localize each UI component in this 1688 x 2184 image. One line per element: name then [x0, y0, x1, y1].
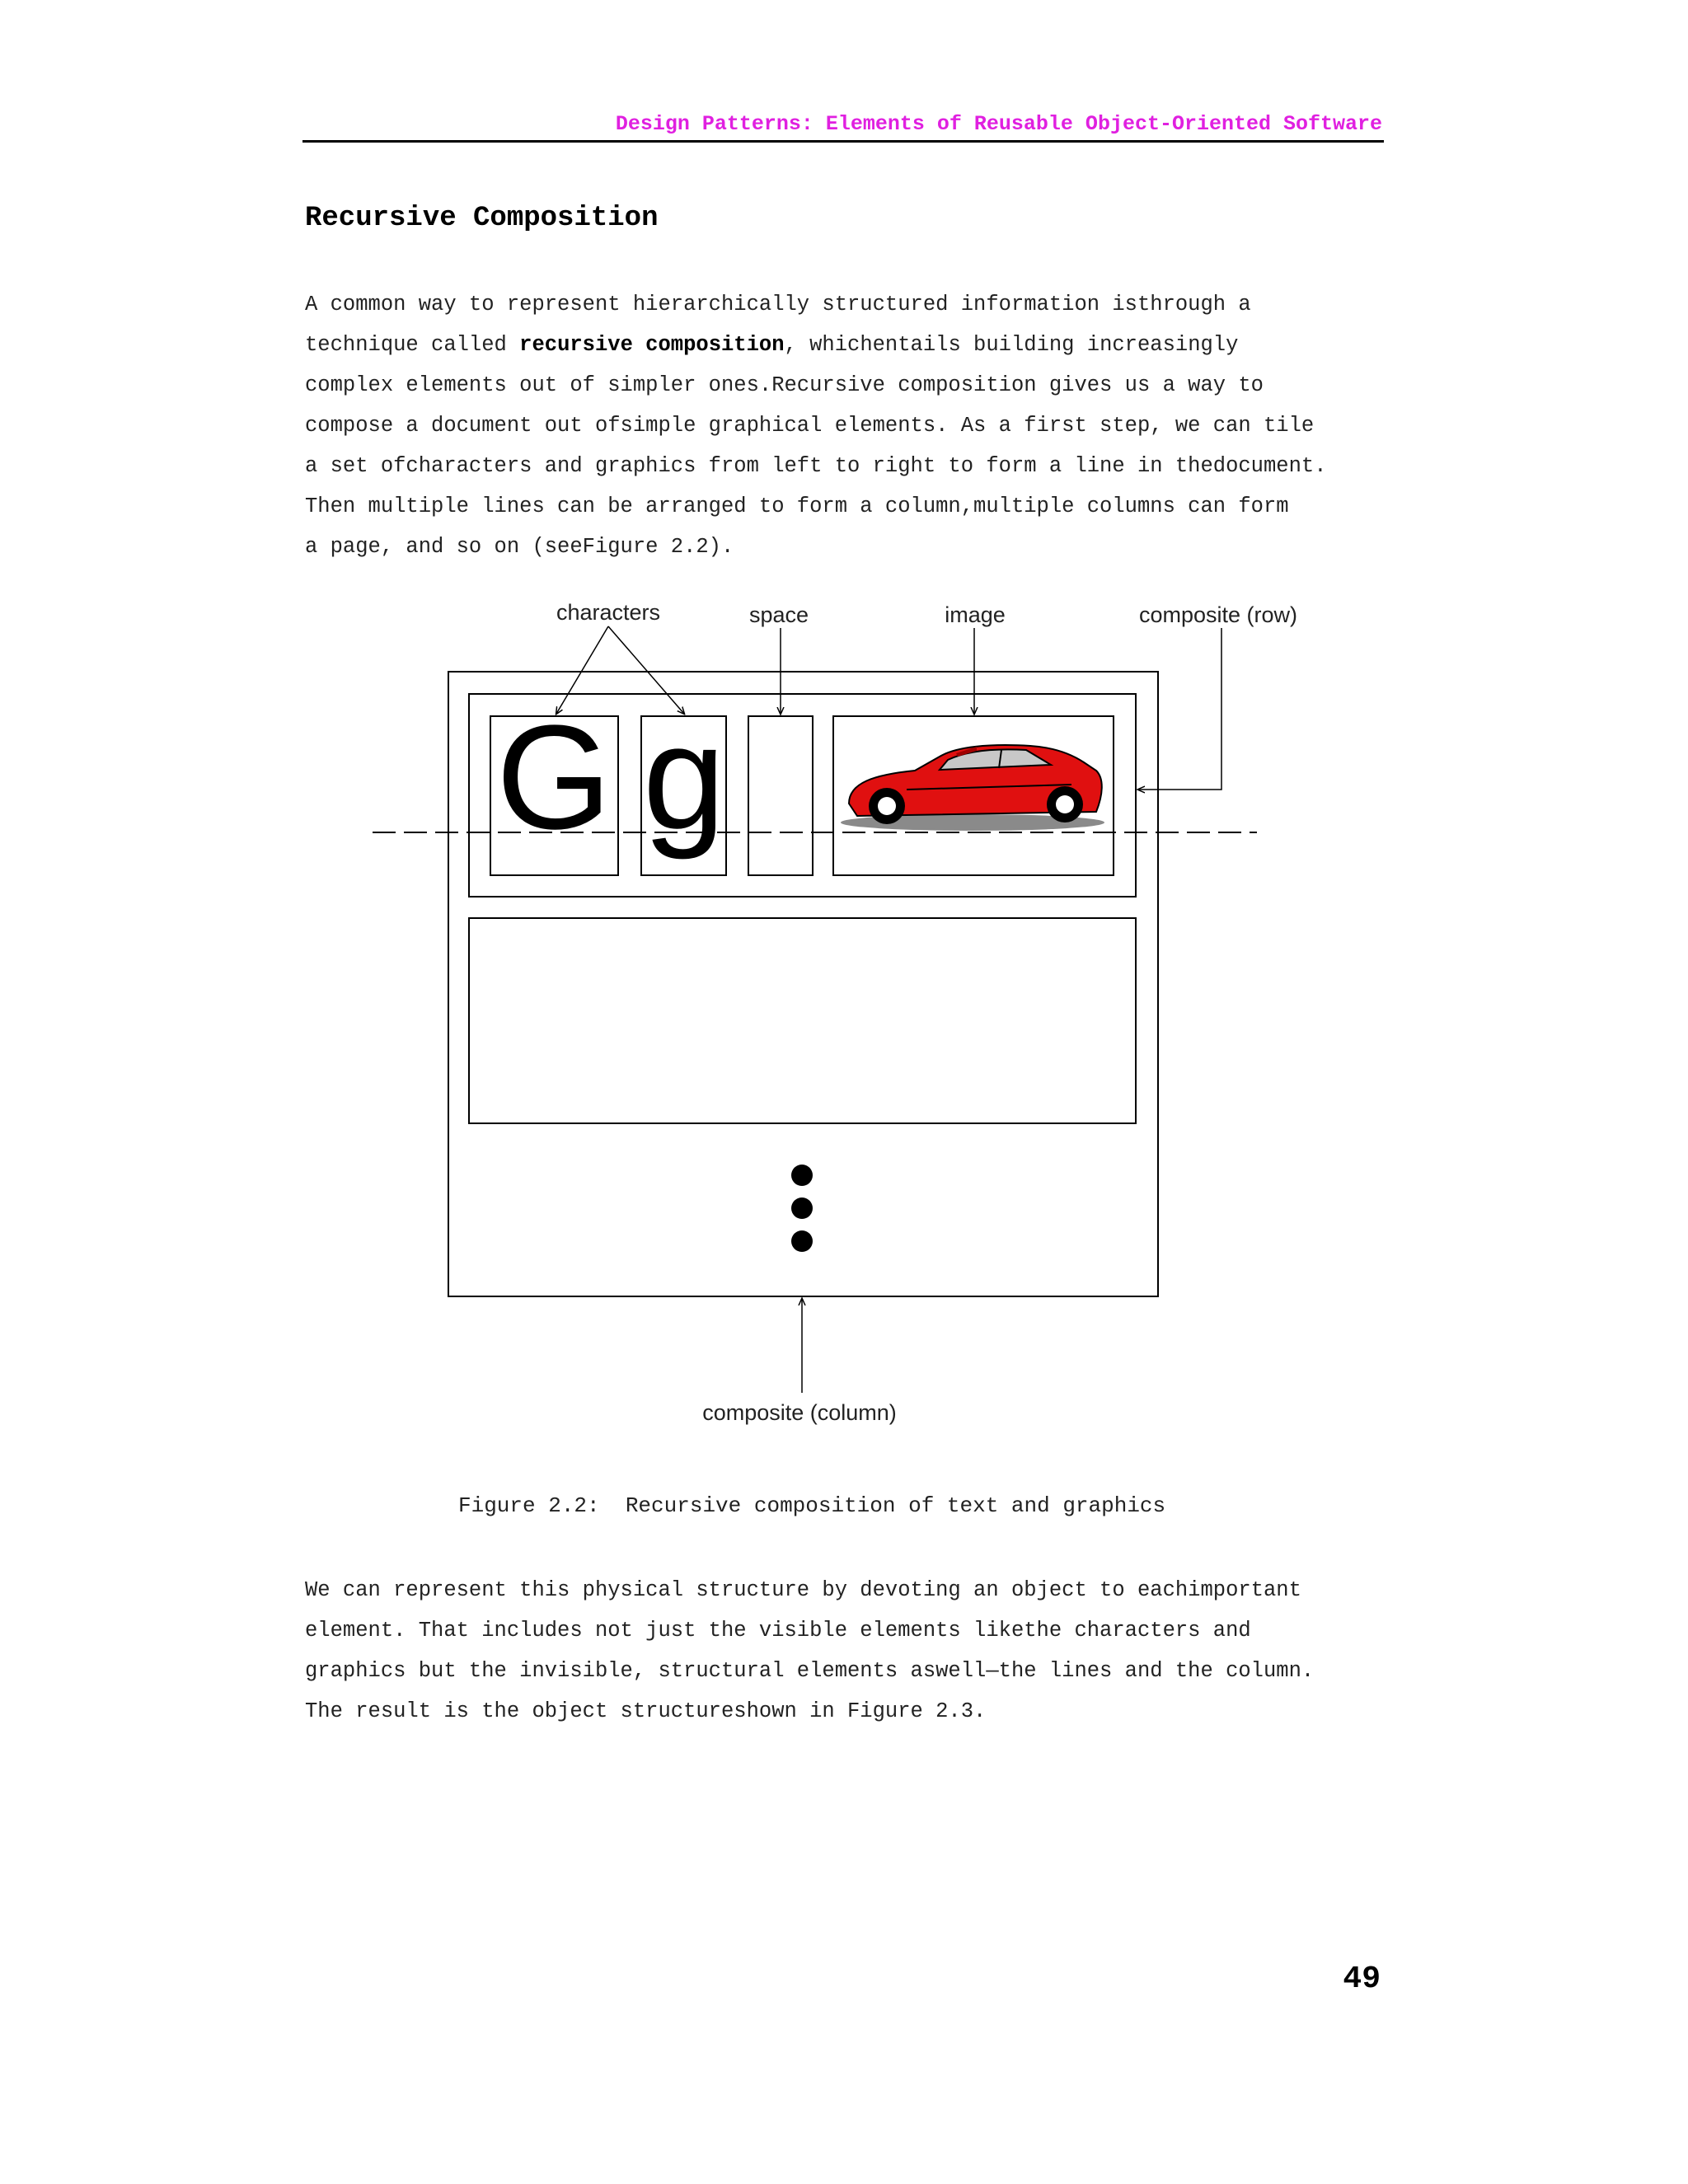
- paragraph-line: The result is the object structureshown in Figure 2.3.: [305, 1699, 987, 1723]
- space-box: [748, 716, 813, 875]
- car-image: [841, 745, 1104, 831]
- label-composite-row: composite (row): [1138, 602, 1298, 627]
- paragraph-line: Then multiple lines can be arranged to form a column,multiple columns can form: [305, 494, 1289, 518]
- ellipsis-dot: [791, 1165, 813, 1186]
- glyph-G: G: [495, 695, 612, 860]
- paragraph-line-end: , whichentails building increasingly: [784, 333, 1239, 357]
- paragraph-line: a set ofcharacters and graphics from left to right to form a line in thedocument.: [305, 454, 1327, 478]
- bold-term: recursive composition: [519, 333, 785, 357]
- paragraph-line-start: technique called: [305, 333, 520, 357]
- paragraph-line: graphics but the invisible, structural elements aswell—the lines and the column.: [305, 1659, 1315, 1683]
- section-title: Recursive Composition: [305, 203, 659, 234]
- paragraph-line: compose a document out ofsimple graphical elements. As a first step, we can tile: [305, 414, 1315, 438]
- label-characters: characters: [556, 600, 661, 625]
- paragraph-structure: [305, 1570, 1393, 1732]
- arrow-composite-row: [1138, 628, 1221, 790]
- page-number: 49: [1343, 1961, 1381, 1997]
- paragraph-line: element. That includes not just the visible elements likethe characters and: [305, 1619, 1251, 1643]
- paragraph-line: A common way to represent hierarchically structured information isthrough a: [305, 293, 1251, 316]
- label-space: space: [748, 602, 809, 627]
- running-header: Design Patterns: Elements of Reusable Object-Oriented Software: [615, 112, 1382, 136]
- empty-row-box: [469, 918, 1136, 1123]
- label-composite-column: composite (column): [702, 1400, 897, 1425]
- label-image: image: [945, 602, 1006, 627]
- ellipsis-dot: [791, 1230, 813, 1252]
- ellipsis-dot: [791, 1197, 813, 1219]
- paragraph-line: complex elements out of simpler ones.Recursive composition gives us a way to: [305, 373, 1264, 397]
- paragraph-line: a page, and so on (seeFigure 2.2).: [305, 535, 734, 559]
- glyph-g: g: [642, 695, 726, 860]
- paragraph-line: We can represent this physical structure by devoting an object to eachimportant: [305, 1578, 1301, 1602]
- figure-caption: Figure 2.2: Recursive composition of text and graphics: [458, 1493, 1166, 1518]
